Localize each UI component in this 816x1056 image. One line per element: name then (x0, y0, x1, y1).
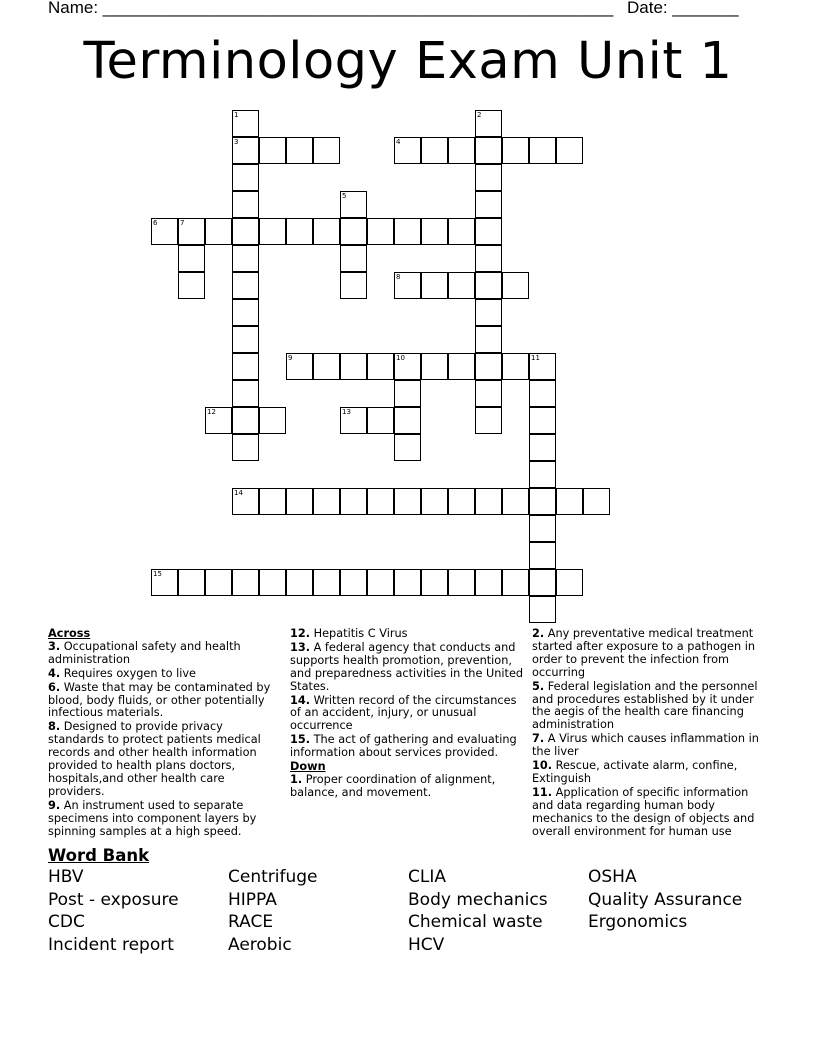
crossword-cell[interactable] (232, 569, 259, 596)
clue-number: 14. (290, 693, 311, 707)
crossword-cell[interactable] (205, 569, 232, 596)
crossword-cell[interactable] (286, 218, 313, 245)
clue-number-label: 6 (153, 219, 158, 227)
crossword-cell[interactable] (475, 299, 502, 326)
crossword-cell[interactable] (232, 137, 259, 164)
crossword-cell[interactable] (259, 218, 286, 245)
clue-number-label: 2 (477, 111, 482, 119)
clue-text: Application of specific information and data regarding human body mechanics to the design of objects and overall environment for human use (532, 785, 755, 838)
crossword-cell[interactable] (502, 353, 529, 380)
crossword-cell[interactable] (340, 353, 367, 380)
clues-column-3 (532, 628, 768, 840)
clue-number: 2. (532, 627, 545, 640)
crossword-cell[interactable] (286, 488, 313, 515)
clue-number-label: 7 (180, 219, 185, 227)
crossword-cell[interactable] (421, 569, 448, 596)
clue-number-label: 14 (234, 489, 243, 497)
clue-item (48, 668, 274, 681)
clue-number: 6. (48, 680, 61, 694)
clue-item (532, 681, 768, 733)
crossword-cell[interactable] (232, 110, 259, 137)
clue-text: Any preventative medical treatment started after exposure to a pathogen in order to prevent the infection from occurring (532, 627, 756, 679)
clues-column-2 (290, 628, 526, 801)
crossword-cell[interactable] (151, 569, 178, 596)
word-bank-item: CDC (48, 912, 85, 933)
clue-text: Occupational safety and health administration (48, 639, 241, 666)
crossword-cell[interactable] (529, 515, 556, 542)
crossword-cell[interactable] (529, 488, 556, 515)
word-bank-item: Quality Assurance (588, 889, 743, 910)
clue-number: 8. (48, 720, 61, 734)
clue-item (290, 642, 526, 694)
word-bank-item: Incident report (48, 935, 174, 956)
crossword-cell[interactable] (556, 569, 583, 596)
clue-text: Proper coordination of alignment, balance, and movement. (290, 772, 496, 799)
crossword-cell[interactable] (340, 488, 367, 515)
clue-item (290, 695, 526, 734)
crossword-cell[interactable] (448, 272, 475, 299)
crossword-cell[interactable] (313, 218, 340, 245)
crossword-cell[interactable] (340, 569, 367, 596)
clue-number-label: 11 (531, 354, 540, 362)
crossword-cell[interactable] (340, 272, 367, 299)
crossword-cell[interactable] (529, 569, 556, 596)
clue-text: Waste that may be contaminated by blood, body fluids, or other potentially infectious materials. (48, 680, 271, 720)
crossword-cell[interactable] (367, 569, 394, 596)
crossword-cell[interactable] (286, 569, 313, 596)
crossword-cell[interactable] (367, 218, 394, 245)
crossword-cell[interactable] (232, 434, 259, 461)
crossword-cell[interactable] (340, 218, 367, 245)
clue-text: The act of gathering and evaluating information about services provided. (290, 733, 517, 760)
crossword-cell[interactable] (259, 137, 286, 164)
clue-text: Federal legislation and the personnel and procedures established by it under the aegis of the health care financing administration (532, 679, 758, 732)
name-line: Name: ______________________________________________________ (48, 0, 614, 17)
clue-number: 4. (48, 666, 61, 680)
clue-number: 1. (290, 772, 303, 786)
clue-number: 3. (48, 639, 61, 653)
clue-number-label: 5 (342, 192, 347, 200)
word-bank-item: RACE (228, 912, 274, 933)
clue-item (532, 760, 768, 786)
clue-number-label: 4 (396, 138, 401, 146)
crossword-cell[interactable] (529, 137, 556, 164)
crossword-cell[interactable] (448, 488, 475, 515)
crossword-cell[interactable] (232, 299, 259, 326)
clue-number: 5. (532, 679, 545, 693)
crossword-cell[interactable] (529, 380, 556, 407)
crossword-cell[interactable] (232, 326, 259, 353)
crossword-cell[interactable] (151, 218, 178, 245)
crossword-cell[interactable] (313, 569, 340, 596)
word-bank-item: HCV (408, 935, 445, 956)
crossword-cell[interactable] (421, 272, 448, 299)
clue-text: An instrument used to separate specimens into component layers by spinning samples at a high speed. (48, 798, 257, 838)
word-bank-item: HBV (48, 867, 84, 887)
clue-item (48, 682, 274, 721)
crossword-cell[interactable] (232, 191, 259, 218)
crossword-cell[interactable] (205, 407, 232, 434)
crossword-cell[interactable] (340, 407, 367, 434)
crossword-cell[interactable] (178, 272, 205, 299)
crossword-cell[interactable] (178, 218, 205, 245)
clue-number: 13. (290, 640, 311, 654)
crossword-cell[interactable] (232, 164, 259, 191)
crossword-cell[interactable] (394, 137, 421, 164)
crossword-cell[interactable] (421, 137, 448, 164)
crossword-cell[interactable] (448, 218, 475, 245)
down-heading: Down (290, 760, 326, 774)
crossword-cell[interactable] (475, 488, 502, 515)
clue-text: Rescue, activate alarm, confine, Extinguish (532, 759, 738, 785)
crossword-cell[interactable] (421, 488, 448, 515)
crossword-cell[interactable] (340, 245, 367, 272)
clue-text: Hepatitis C Virus (310, 627, 408, 640)
crossword-cell[interactable] (394, 218, 421, 245)
clue-item (48, 800, 274, 839)
clue-text: Requires oxygen to live (60, 666, 196, 680)
crossword-cell[interactable] (529, 353, 556, 380)
word-bank-item: Aerobic (228, 935, 292, 956)
clue-text: A Virus which causes inflammation in the liver (532, 732, 759, 759)
crossword-cell[interactable] (475, 272, 502, 299)
crossword-cell[interactable] (502, 137, 529, 164)
crossword-cell[interactable] (475, 353, 502, 380)
crossword-cell[interactable] (367, 407, 394, 434)
word-bank-item: Chemical waste (408, 912, 543, 933)
clues-column-1 (48, 628, 274, 840)
word-bank-item: Body mechanics (408, 889, 548, 910)
date-line: Date: _______ (627, 0, 739, 17)
crossword-cell[interactable] (286, 353, 313, 380)
crossword-cell[interactable] (583, 488, 610, 515)
crossword-cell[interactable] (529, 461, 556, 488)
crossword-cell[interactable] (475, 191, 502, 218)
crossword-cell[interactable] (421, 353, 448, 380)
clue-number-label: 1 (234, 111, 239, 119)
crossword-cell[interactable] (232, 407, 259, 434)
clue-item (48, 721, 274, 798)
clue-number: 15. (290, 733, 311, 747)
crossword-cell[interactable] (448, 353, 475, 380)
crossword-cell[interactable] (475, 569, 502, 596)
word-bank-item: Post - exposure (48, 889, 179, 910)
clue-item (532, 628, 768, 680)
clue-text: Written record of the circumstances of an accident, injury, or unusual occurrence (290, 693, 517, 733)
crossword-cell[interactable] (259, 569, 286, 596)
crossword-cell[interactable] (475, 137, 502, 164)
crossword-cell[interactable] (556, 488, 583, 515)
crossword-cell[interactable] (502, 569, 529, 596)
crossword-cell[interactable] (394, 380, 421, 407)
clue-number: 7. (532, 732, 545, 746)
crossword-cell[interactable] (448, 137, 475, 164)
clue-item (290, 628, 526, 641)
crossword-cell[interactable] (232, 272, 259, 299)
crossword-cell[interactable] (394, 407, 421, 434)
clue-item (48, 641, 274, 667)
word-bank-item: OSHA (588, 867, 637, 887)
word-bank-title: Word Bank (48, 846, 150, 865)
crossword-cell[interactable] (232, 353, 259, 380)
crossword-cell[interactable] (232, 245, 259, 272)
word-bank-item: Centrifuge (228, 867, 318, 887)
crossword-cell[interactable] (205, 218, 232, 245)
crossword-cell[interactable] (259, 407, 286, 434)
crossword-cell[interactable] (475, 245, 502, 272)
clue-item (532, 733, 768, 759)
crossword-cell[interactable] (394, 353, 421, 380)
crossword-cell[interactable] (529, 407, 556, 434)
clue-number: 12. (290, 627, 311, 640)
crossword-cell[interactable] (475, 380, 502, 407)
clue-number-label: 13 (342, 408, 351, 416)
crossword-cell[interactable] (556, 137, 583, 164)
crossword-cell[interactable] (529, 434, 556, 461)
clue-item (532, 787, 768, 839)
clue-number-label: 3 (234, 138, 239, 146)
crossword-cell[interactable] (394, 488, 421, 515)
crossword-cell[interactable] (475, 110, 502, 137)
clue-number-label: 8 (396, 273, 401, 281)
crossword-cell[interactable] (394, 272, 421, 299)
crossword-cell[interactable] (529, 542, 556, 569)
crossword-cell[interactable] (475, 407, 502, 434)
clue-text: A federal agency that conducts and supports health promotion, prevention, and preparedness activities in the United States. (290, 640, 524, 693)
word-bank-item: CLIA (408, 867, 446, 887)
clue-item (290, 734, 526, 760)
clue-number-label: 9 (288, 354, 293, 362)
crossword-cell[interactable] (313, 353, 340, 380)
crossword-cell[interactable] (367, 488, 394, 515)
crossword-cell[interactable] (232, 218, 259, 245)
crossword-cell[interactable] (421, 218, 448, 245)
crossword-cell[interactable] (313, 137, 340, 164)
crossword-cell[interactable] (340, 191, 367, 218)
clue-item (290, 774, 526, 800)
clue-number: 10. (532, 759, 553, 773)
clue-number-label: 10 (396, 354, 405, 362)
crossword-cell[interactable] (475, 164, 502, 191)
word-bank-item: HIPPA (228, 889, 277, 910)
crossword-cell[interactable] (394, 569, 421, 596)
clue-number-label: 15 (153, 570, 162, 578)
across-heading: Across (48, 627, 91, 640)
crossword-cell[interactable] (529, 596, 556, 623)
crossword-cell[interactable] (475, 326, 502, 353)
clue-text: Designed to provide privacy standards to protect patients medical records and other health information provided to health plans doctors, hospitals,and other health care providers. (48, 720, 261, 798)
crossword-cell[interactable] (502, 488, 529, 515)
crossword-cell[interactable] (178, 245, 205, 272)
crossword-cell[interactable] (178, 569, 205, 596)
crossword-cell[interactable] (259, 488, 286, 515)
crossword-cell[interactable] (232, 488, 259, 515)
crossword-cell[interactable] (394, 434, 421, 461)
crossword-cell[interactable] (313, 488, 340, 515)
clue-number-label: 12 (207, 408, 216, 416)
page-title: Terminology Exam Unit 1 (83, 32, 733, 91)
crossword-cell[interactable] (502, 272, 529, 299)
crossword-cell[interactable] (367, 353, 394, 380)
crossword-cell[interactable] (232, 380, 259, 407)
crossword-cell[interactable] (286, 137, 313, 164)
word-bank-item: Ergonomics (588, 912, 688, 933)
clue-number: 9. (48, 798, 61, 812)
clue-number: 11. (532, 785, 553, 799)
crossword-cell[interactable] (475, 218, 502, 245)
crossword-cell[interactable] (448, 569, 475, 596)
